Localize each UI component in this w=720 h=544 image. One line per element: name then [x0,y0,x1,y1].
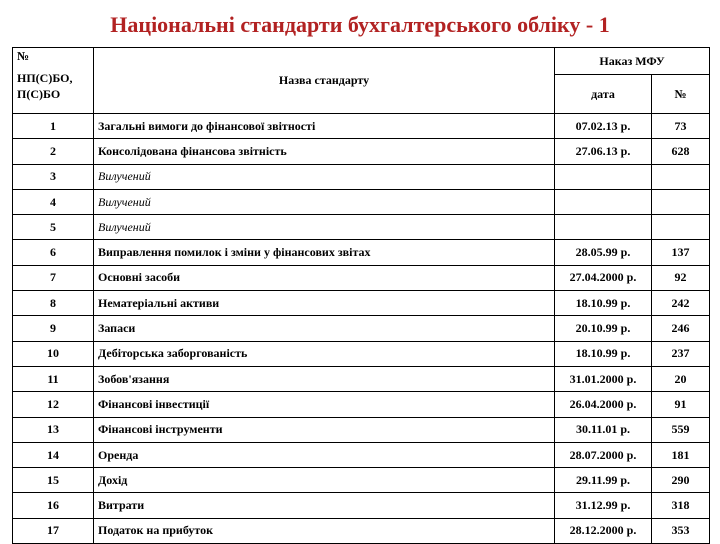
order-number-cell: 181 [652,442,710,467]
standard-name-cell: Нематеріальні активи [94,291,555,316]
table-row [13,442,710,467]
order-date-cell: 31.12.99 р. [555,493,652,518]
order-date-cell [555,164,652,189]
order-date-cell: 27.06.13 р. [555,139,652,164]
standard-name-cell: Витрати [94,493,555,518]
standard-name-cell: Вилучений [94,189,555,214]
standard-name-cell: Оренда [94,442,555,467]
table-row [13,291,710,316]
standard-number-cell: 6 [13,240,94,265]
order-number-cell [652,189,710,214]
order-date-cell: 28.05.99 р. [555,240,652,265]
table-row [13,392,710,417]
order-number-cell [652,215,710,240]
standard-name-cell: Податок на прибуток [94,518,555,543]
standard-number-cell: 7 [13,265,94,290]
order-date-cell: 30.11.01 р. [555,417,652,442]
standard-number-cell: 2 [13,139,94,164]
standard-number-cell: 4 [13,189,94,214]
order-date-cell: 28.07.2000 р. [555,442,652,467]
standard-number-cell: 9 [13,316,94,341]
standard-name-cell: Запаси [94,316,555,341]
order-number-cell: 20 [652,366,710,391]
order-date-cell: 28.12.2000 р. [555,518,652,543]
table-row [13,468,710,493]
header-order: Наказ МФУ [555,48,710,75]
standard-name-cell: Виправлення помилок і зміни у фінансових звітах [94,240,555,265]
header-order-date: дата [555,75,652,114]
table-row [13,493,710,518]
standard-number-cell: 11 [13,366,94,391]
table-row [13,265,710,290]
order-date-cell: 20.10.99 р. [555,316,652,341]
number-label: НП(С)БО, П(С)БО [17,71,73,101]
standard-number-cell: 12 [13,392,94,417]
standard-number-cell: 15 [13,468,94,493]
header-order-number: № [652,75,710,114]
number-mark: № [17,49,30,63]
order-number-cell: 242 [652,291,710,316]
order-number-cell: 353 [652,518,710,543]
standard-number-cell: 10 [13,341,94,366]
standard-name-cell: Основні засоби [94,265,555,290]
standard-name-cell: Фінансові інструменти [94,417,555,442]
order-date-cell: 31.01.2000 р. [555,366,652,391]
order-number-cell: 92 [652,265,710,290]
order-date-cell: 18.10.99 р. [555,291,652,316]
standard-name-cell: Фінансові інвестиції [94,392,555,417]
standard-number-cell: 16 [13,493,94,518]
order-number-cell [652,164,710,189]
table-row [13,366,710,391]
table-row [13,316,710,341]
standard-number-cell: 8 [13,291,94,316]
table-row [13,417,710,442]
order-number-cell: 91 [652,392,710,417]
order-number-cell: 559 [652,417,710,442]
header-standard-number [13,48,94,114]
order-number-cell: 318 [652,493,710,518]
table-row [13,341,710,366]
order-date-cell: 07.02.13 р. [555,114,652,139]
order-date-cell: 27.04.2000 р. [555,265,652,290]
order-date-cell: 26.04.2000 р. [555,392,652,417]
standard-name-cell: Зобов'язання [94,366,555,391]
table-row [13,164,710,189]
standards-table [12,47,710,544]
standard-name-cell: Вилучений [94,215,555,240]
header-standard-name: Назва стандарту [94,48,555,114]
order-number-cell: 628 [652,139,710,164]
standard-name-cell: Загальні вимоги до фінансової звітності [94,114,555,139]
table-row [13,215,710,240]
order-date-cell [555,189,652,214]
order-date-cell: 18.10.99 р. [555,341,652,366]
standard-name-cell: Дебіторська заборгованість [94,341,555,366]
table-row [13,189,710,214]
standard-number-cell: 5 [13,215,94,240]
standard-name-cell: Консолідована фінансова звітність [94,139,555,164]
order-date-cell [555,215,652,240]
table-row [13,114,710,139]
standard-name-cell: Вилучений [94,164,555,189]
order-number-cell: 246 [652,316,710,341]
order-date-cell: 29.11.99 р. [555,468,652,493]
standard-number-cell: 3 [13,164,94,189]
order-number-cell: 73 [652,114,710,139]
table-row [13,139,710,164]
order-number-cell: 290 [652,468,710,493]
order-number-cell: 137 [652,240,710,265]
standard-number-cell: 1 [13,114,94,139]
table-row [13,240,710,265]
standard-number-cell: 13 [13,417,94,442]
standard-number-cell: 14 [13,442,94,467]
page-title: Національні стандарти бухгалтерського обліку - 1 [110,12,610,37]
order-number-cell: 237 [652,341,710,366]
standard-name-cell: Дохід [94,468,555,493]
standard-number-cell: 17 [13,518,94,543]
